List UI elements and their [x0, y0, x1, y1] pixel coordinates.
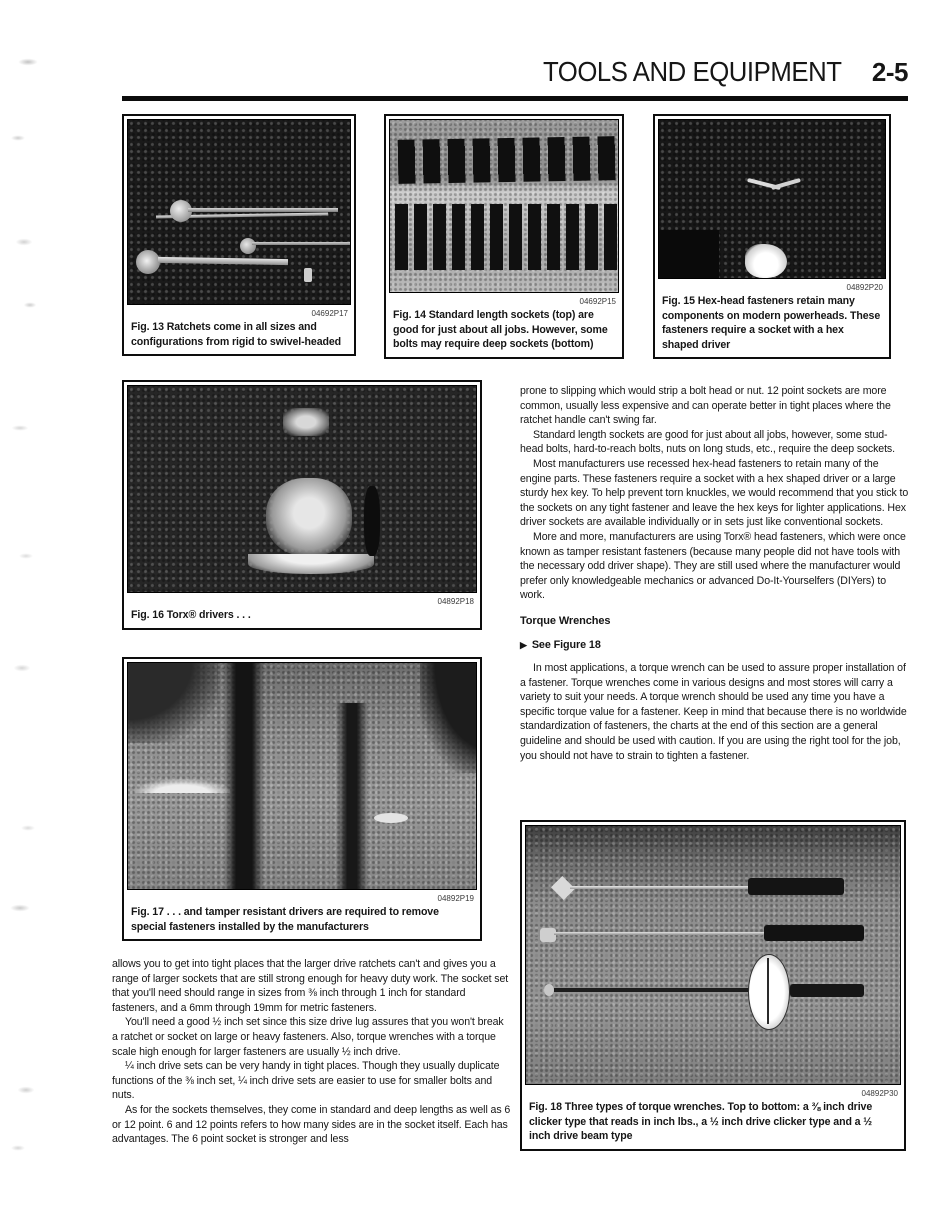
photo-credit: 04692P17 — [311, 309, 348, 318]
driver-silhouette — [224, 663, 264, 889]
figure-14-caption: Fig. 14 Standard length sockets (top) are good for just about all jobs. However, some bolts may require deep sockets (bottom) — [393, 309, 608, 351]
figure-18-photo — [525, 825, 901, 1085]
shadow-area — [364, 486, 380, 556]
tool-glint — [374, 813, 408, 823]
standard-sockets-row — [398, 136, 617, 184]
photo-credit: 04692P15 — [579, 297, 616, 306]
see-figure-reference — [520, 638, 910, 653]
ratchet-head — [136, 250, 160, 274]
beam-wrench-shaft — [554, 988, 752, 992]
body-paragraph: prone to slipping which would strip a bolt head or nut. 12 point sockets are more common, usually less expensive and can operate better in tight places where the ratchet handle can't swing far. — [520, 385, 891, 427]
figure-16-caption: Fig. 16 Torx® drivers . . . — [131, 609, 251, 621]
body-paragraph: Most manufacturers use recessed hex-head fasteners to retain many of the engine parts. These fasteners require a socket with a hex shaped driver or a large sturdy hex key. To help prevent torn knuckles, we would recommend that you stick to the sockets on any tight fastener and leave the hex keys for lighter applications. Hex driver sockets are available individually or in sets just like conventional sockets. — [520, 457, 909, 529]
wrench-drive-head — [540, 928, 556, 942]
clicker-wrench-shaft — [570, 886, 750, 889]
figure-13-photo — [127, 119, 351, 305]
case-crescent-highlight — [248, 554, 374, 574]
shadow-area — [128, 663, 218, 743]
ratchet-silhouette — [188, 208, 338, 212]
clicker-wrench-handle — [748, 878, 844, 895]
figure-14-photo — [389, 119, 619, 293]
torx-driver-highlight — [283, 408, 329, 436]
section-heading: Torque Wrenches — [520, 614, 611, 627]
left-text-column — [112, 957, 511, 1147]
clicker-wrench-shaft — [554, 932, 766, 935]
page-number: 2-5 — [871, 57, 908, 87]
body-paragraph: In most applications, a torque wrench can be used to assure proper installation of a fastener. Torque wrenches come in various designs and most stores will carry a variety to suit your needs. A torque wrench should be used any time you have a specific torque value for a fastener. Keep in mind that because there is no worldwide standardization of fasteners, the charts at the end of this section are a general guideline and should be used with caution. If you are using the right tool for the job, you should not have to strain to tighten a fastener. — [520, 662, 907, 762]
handle-crescent-highlight — [134, 779, 230, 793]
right-text-column — [520, 384, 910, 763]
page-title: TOOLS AND EQUIPMENT — [543, 56, 842, 87]
shadow-area — [659, 230, 719, 278]
wrench-drive-head — [544, 984, 554, 996]
driver-silhouette — [336, 703, 368, 889]
figure-13 — [122, 114, 356, 356]
body-paragraph: allows you to get into tight places that the larger drive ratchets can't and gives you a range of larger sockets that are still strong enough for heavy duty work. The socket set that you'll need should range in sizes from ⅜ inch through 1 inch for standard fasteners, and a 6mm through 19mm for metric fasteners. — [112, 958, 509, 1014]
figure-17 — [122, 657, 482, 941]
page-header — [122, 56, 908, 92]
figure-17-caption: Fig. 17 . . . and tamper resistant drivers are required to remove special fasteners installed by the manufacturers — [131, 906, 439, 933]
see-figure-label: See Figure 18 — [531, 638, 601, 651]
body-paragraph: More and more, manufacturers are using Torx® head fasteners, which were once known as tamper resistant fasteners (because many people did not have tools with the necessary odd driver shape). They are still used where the manufacturer would prefer only knowledgeable mechanics or advanced Do-It-Yourselfers (DIYers) to work. — [520, 530, 906, 602]
figure-13-caption: Fig. 13 Ratchets come in all sizes and configurations from rigid to swivel-headed — [131, 321, 342, 348]
body-paragraph: Standard length sockets are good for just about all jobs, however, some stud-head bolts, hard-to-reach bolts, nuts on long studs, etc., require the deep sockets. — [520, 428, 895, 456]
ratchet-silhouette — [158, 257, 288, 265]
tool-glint — [304, 268, 312, 282]
beam-wrench-scale — [748, 954, 790, 1030]
hex-fastener-highlight — [771, 178, 801, 190]
figure-16-photo — [127, 385, 477, 593]
figure-18 — [520, 820, 906, 1151]
shadow-area — [420, 663, 477, 773]
figure-15-caption: Fig. 15 Hex-head fasteners retain many components on modern powerheads. These fasteners require a socket with a hex shaped driver — [662, 295, 881, 351]
photo-credit: 04892P19 — [437, 894, 474, 903]
figure-15-photo — [658, 119, 886, 279]
body-paragraph: As for the sockets themselves, they come in standard and deep lengths as well as 6 or 12 point. 6 and 12 points refers to how many sides are in the socket itself. Each has advantages. The 6 point socket is stronger and less — [112, 1103, 511, 1146]
body-paragraph: ¼ inch drive sets can be very handy in tight places. Though they usually duplicate functions of the ⅜ inch set, ¼ inch drive sets are easier to use for smaller bolts and nuts. — [112, 1060, 500, 1102]
header-rule — [122, 96, 908, 101]
photo-credit: 04892P20 — [846, 283, 883, 292]
photo-credit: 04892P18 — [437, 597, 474, 606]
figure-16 — [122, 380, 482, 630]
figure-18-caption: Fig. 18 Three types of torque wrenches. Top to bottom: a ⅜ inch drive clicker type that reads in inch lbs., a ½ inch drive clicker type and a ½ inch drive beam type — [529, 1101, 873, 1143]
scan-artifacts — [0, 0, 70, 1212]
beam-wrench-pointer — [767, 958, 769, 1024]
see-figure-arrow-icon: ▶ — [520, 639, 527, 650]
ratchet-head — [240, 238, 256, 254]
figure-17-photo — [127, 662, 477, 890]
photo-credit: 04892P30 — [861, 1089, 898, 1098]
beam-wrench-handle — [790, 984, 864, 997]
deep-sockets-row — [395, 204, 619, 270]
figure-14 — [384, 114, 624, 359]
torx-driver-set — [266, 478, 352, 556]
ratchet-silhouette — [252, 242, 351, 245]
body-paragraph: You'll need a good ½ inch set since this size drive lug assures that you won't break a ratchet or socket on large or heavy fasteners. Also, torque wrenches with a torque scale high enough for larger fasteners are usually ½ inch drive. — [112, 1016, 504, 1058]
bright-reflection — [745, 244, 787, 278]
clicker-wrench-handle — [764, 925, 864, 941]
figure-15 — [653, 114, 891, 359]
